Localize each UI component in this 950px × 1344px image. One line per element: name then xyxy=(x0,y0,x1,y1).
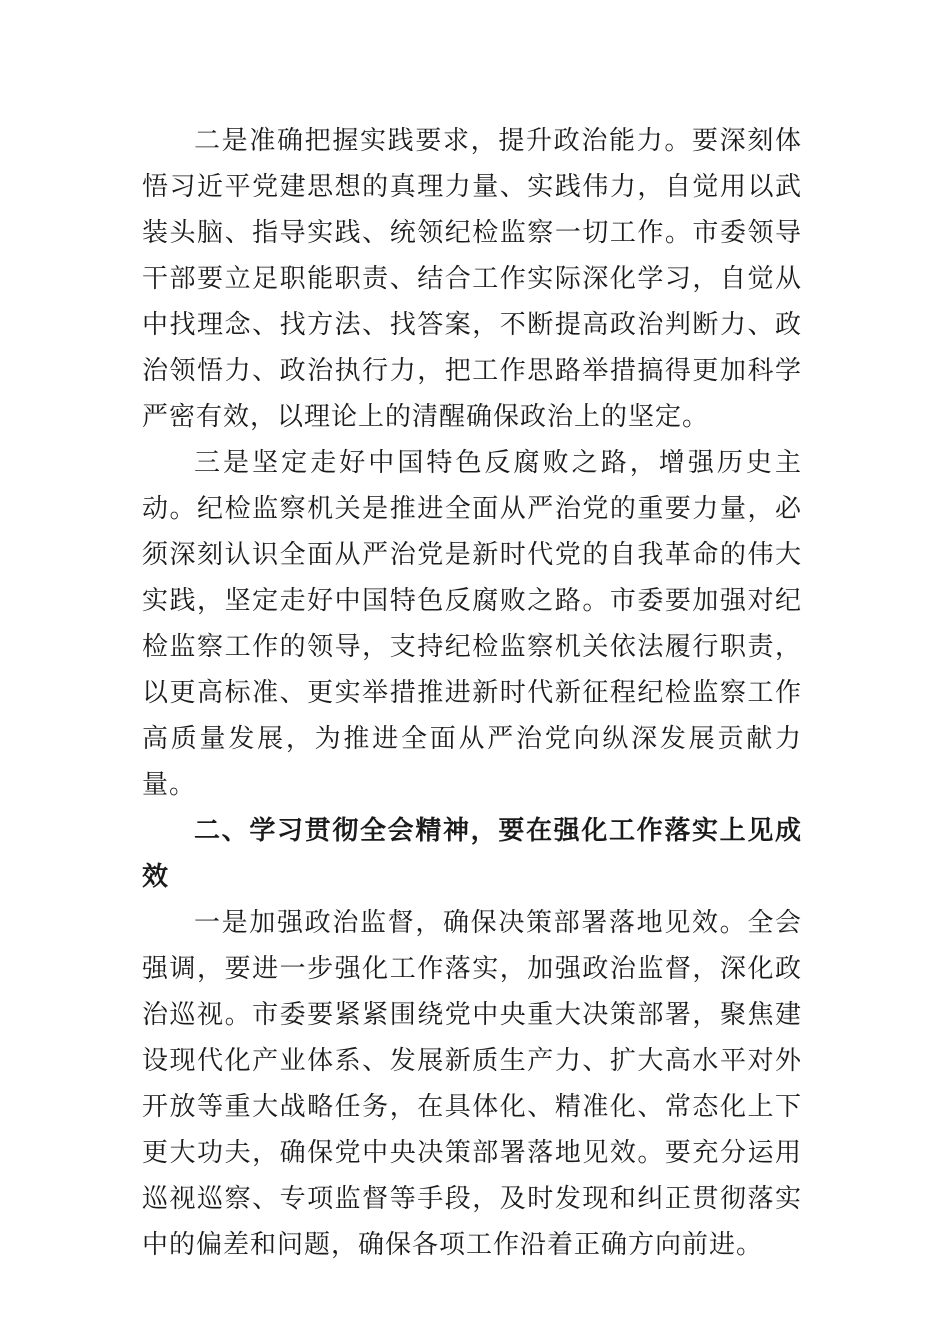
paragraph-anti-corruption-road: 三是坚定走好中国特色反腐败之路，增强历史主动。纪检监察机关是推进全面从严治党的重要力量，必须深刻认识全面从严治党是新时代党的自我革命的伟大实践，坚定走好中国特色反腐败之路。市委要加强对纪检监察工作的领导，支持纪检监察机关依法履行职责，以更高标准、更实举措推进新时代新征程纪检监察工作高质量发展，为推进全面从严治党向纵深发展贡献力量。 xyxy=(142,448,802,800)
paragraph-political-ability: 二是准确把握实践要求，提升政治能力。要深刻体悟习近平党建思想的真理力量、实践伟力，自觉用以武装头脑、指导实践、统领纪检监察一切工作。市委领导干部要立足职能职责、结合工作实际深化学习，自觉从中找理念、找方法、找答案，不断提高政治判断力、政治领悟力、政治执行力，把工作思路举措搞得更加科学严密有效，以理论上的清醒确保政治上的坚定。 xyxy=(142,126,802,432)
paragraph-political-supervision: 一是加强政治监督，确保决策部署落地见效。全会强调，要进一步强化工作落实，加强政治监督，深化政治巡视。市委要紧紧围绕党中央重大决策部署，聚焦建设现代化产业体系、发展新质生产力、扩大高水平对外开放等重大战略任务，在具体化、精准化、常态化上下更大功夫，确保党中央决策部署落地见效。要充分运用巡视巡察、专项监督等手段，及时发现和纠正贯彻落实中的偏差和问题，确保各项工作沿着正确方向前进。 xyxy=(142,908,802,1260)
section-heading-two: 二、学习贯彻全会精神，要在强化工作落实上见成效 xyxy=(142,816,802,892)
document-body xyxy=(142,118,802,1268)
